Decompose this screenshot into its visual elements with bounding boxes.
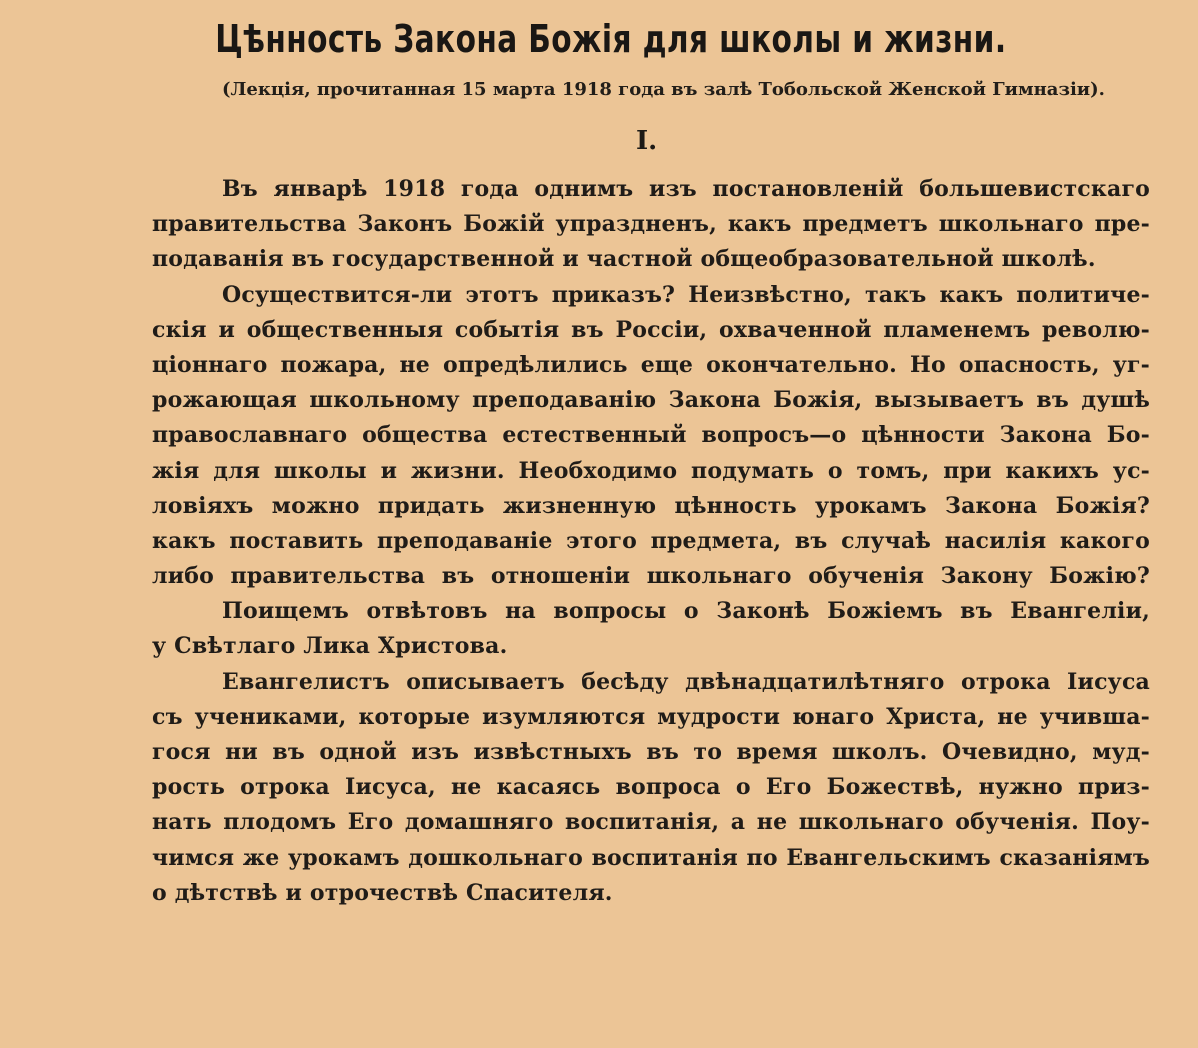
text-line: Осуществится-ли этотъ приказъ? Неизвѣстно, такъ какъ политиче- xyxy=(222,281,1150,308)
text-line: гося ни въ одной изъ извѣстныхъ въ то время школъ. Очевидно, муд- xyxy=(152,739,1150,765)
text-line: ловіяхъ можно придать жизненную цѣнность урокамъ Закона Божія? xyxy=(152,492,1150,519)
text-line: православнаго общества естественный вопросъ—о цѣнности Закона Бо- xyxy=(152,422,1150,449)
text-line: ціоннаго пожара, не опредѣлились еще окончательно. Но опасность, уг- xyxy=(152,351,1150,378)
text-line: правительства Законъ Божій упраздненъ, какъ предметъ школьнаго пре- xyxy=(152,211,1150,238)
text-line: о дѣтствѣ и отрочествѣ Спасителя. xyxy=(152,879,613,906)
text-line: рожающая школьному преподаванію Закона Божія, вызываетъ въ душѣ xyxy=(152,387,1150,414)
section-number: I. xyxy=(636,126,658,156)
document-title: Цѣнность Закона Божія для школы и жизни. xyxy=(215,17,1007,61)
lecture-subtitle: (Лекція, прочитанная 15 марта 1918 года въ залѣ Тобольской Женской Гимназіи). xyxy=(222,79,1105,100)
text-line: Поищемъ отвѣтовъ на вопросы о Законѣ Божіемъ въ Евангеліи, xyxy=(222,598,1150,625)
text-line: Въ январѣ 1918 года однимъ изъ постановленій большевистскаго xyxy=(222,176,1150,202)
text-line: рость отрока Іисуса, не касаясь вопроса о Его Божествѣ, нужно приз- xyxy=(152,774,1150,801)
text-line: Евангелистъ описываетъ бесѣду двѣнадцатилѣтняго отрока Іисуса xyxy=(222,668,1150,695)
text-line: подаванія въ государственной и частной общеобразовательной школѣ. xyxy=(152,246,1096,273)
text-line: какъ поставить преподаваніе этого предмета, въ случаѣ насилія какого xyxy=(152,527,1150,554)
text-line: жія для школы и жизни. Необходимо подумать о томъ, при какихъ ус- xyxy=(152,457,1150,484)
text-line: чимся же урокамъ дошкольнаго воспитанія по Евангельскимъ сказаніямъ xyxy=(152,844,1150,871)
text-line: съ учениками, которые изумляются мудрости юнаго Христа, не учивша- xyxy=(152,703,1150,730)
text-line: у Свѣтлаго Лика Христова. xyxy=(152,633,508,660)
body-text xyxy=(152,172,1150,911)
text-line: скія и общественныя событія въ Россіи, охваченной пламенемъ револю- xyxy=(152,316,1150,343)
text-line: нать плодомъ Его домашняго воспитанія, а не школьнаго обученія. Поу- xyxy=(152,809,1150,836)
text-line: либо правительства въ отношеніи школьнаго обученія Закону Божію? xyxy=(152,563,1150,590)
